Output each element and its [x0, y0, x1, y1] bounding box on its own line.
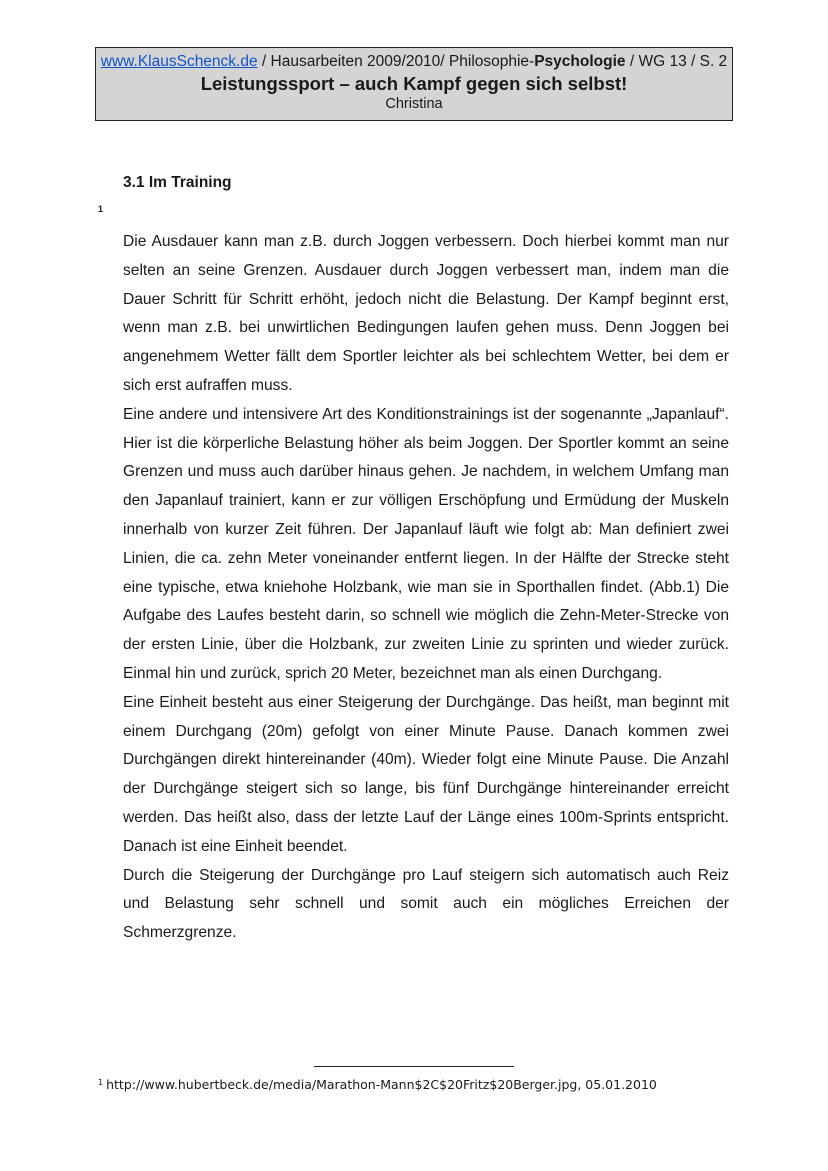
- header-page-info: / WG 13 / S. 2: [625, 53, 728, 70]
- klausschenck-link[interactable]: www.KlausSchenck.de: [100, 53, 258, 70]
- footnote-number: 1: [98, 1078, 104, 1087]
- footnote-text: http://www.hubertbeck.de/media/Marathon-Mann$2C$20Fritz$20Berger.jpg, 05.01.2010: [106, 1077, 657, 1092]
- page-header: [95, 47, 733, 121]
- document-title: Leistungssport – auch Kampf gegen sich selbst!: [200, 73, 628, 94]
- paragraph: Eine andere und intensivere Art des Konditionstrainings ist der sogenannte „Japanlauf“. Hier ist die körperliche Belastung höher als beim Joggen. Der Sportler kommt an seine Grenzen und muss auch darüber hinaus gehen. Je nachdem, in welchem Umfang man den Japanlauf trainiert, kann er zur völligen Erschöpfung und Ermüdung der Muskeln innerhalb von kurzer Zeit führen. Der Japanlauf läuft wie folgt ab: Man definiert zwei Linien, die ca. zehn Meter voneinander entfernt liegen. In der Hälfte der Strecke steht eine typische, etwa kniehohe Holzbank, wie man sie in Sporthallen findet. (Abb.1) Die Aufgabe des Laufes besteht darin, so schnell wie möglich die Zehn-Meter-Strecke von der ersten Linie, über die Holzbank, zur zweiten Linie zu sprinten und wieder zurück. Einmal hin und zurück, sprich 20 Meter, bezeichnet man als einen Durchgang.: [123, 405, 729, 682]
- paragraph: Eine Einheit besteht aus einer Steigerung der Durchgänge. Das heißt, man beginnt mit einem Durchgang (20m) gefolgt von einer Minute Pause. Danach kommen zwei Durchgängen direkt hintereinander (40m). Wieder folgt eine Minute Pause. Die Anzahl der Durchgänge steigert sich so lange, bis fünf Durchgänge hintereinander erreicht werden. Das heißt also, dass der letzte Lauf der Länge eines 100m-Sprints entspricht. Danach ist eine Einheit beendet.: [123, 693, 729, 855]
- header-subject: Psychologie: [534, 53, 626, 70]
- header-line: [96, 53, 732, 71]
- paragraph: Durch die Steigerung der Durchgänge pro Lauf steigern sich automatisch auch Reiz und Belastung sehr schnell und somit auch ein mögliches Erreichen der Schmerzgrenze.: [123, 866, 729, 942]
- header-path: / Hausarbeiten 2009/2010/ Philosophie-: [257, 53, 535, 70]
- section-heading: 3.1 Im Training: [123, 174, 232, 191]
- paragraph: Die Ausdauer kann man z.B. durch Joggen verbessern. Doch hierbei kommt man nur selten an seine Grenzen. Ausdauer durch Joggen verbessert man, indem man die Dauer Schritt für Schritt erhöht, jedoch nicht die Belastung. Der Kampf beginnt erst, wenn man z.B. bei unwirtlichen Bedingungen laufen gehen muss. Denn Joggen bei angenehmem Wetter fällt dem Sportler leichter als bei schlechtem Wetter, bei dem er sich erst aufraffen muss.: [123, 233, 729, 394]
- footnote-reference: 1: [98, 204, 104, 214]
- author-name: Christina: [385, 96, 443, 112]
- footnote: [98, 1077, 657, 1092]
- body-text: [123, 228, 729, 948]
- footnote-separator: [314, 1066, 514, 1067]
